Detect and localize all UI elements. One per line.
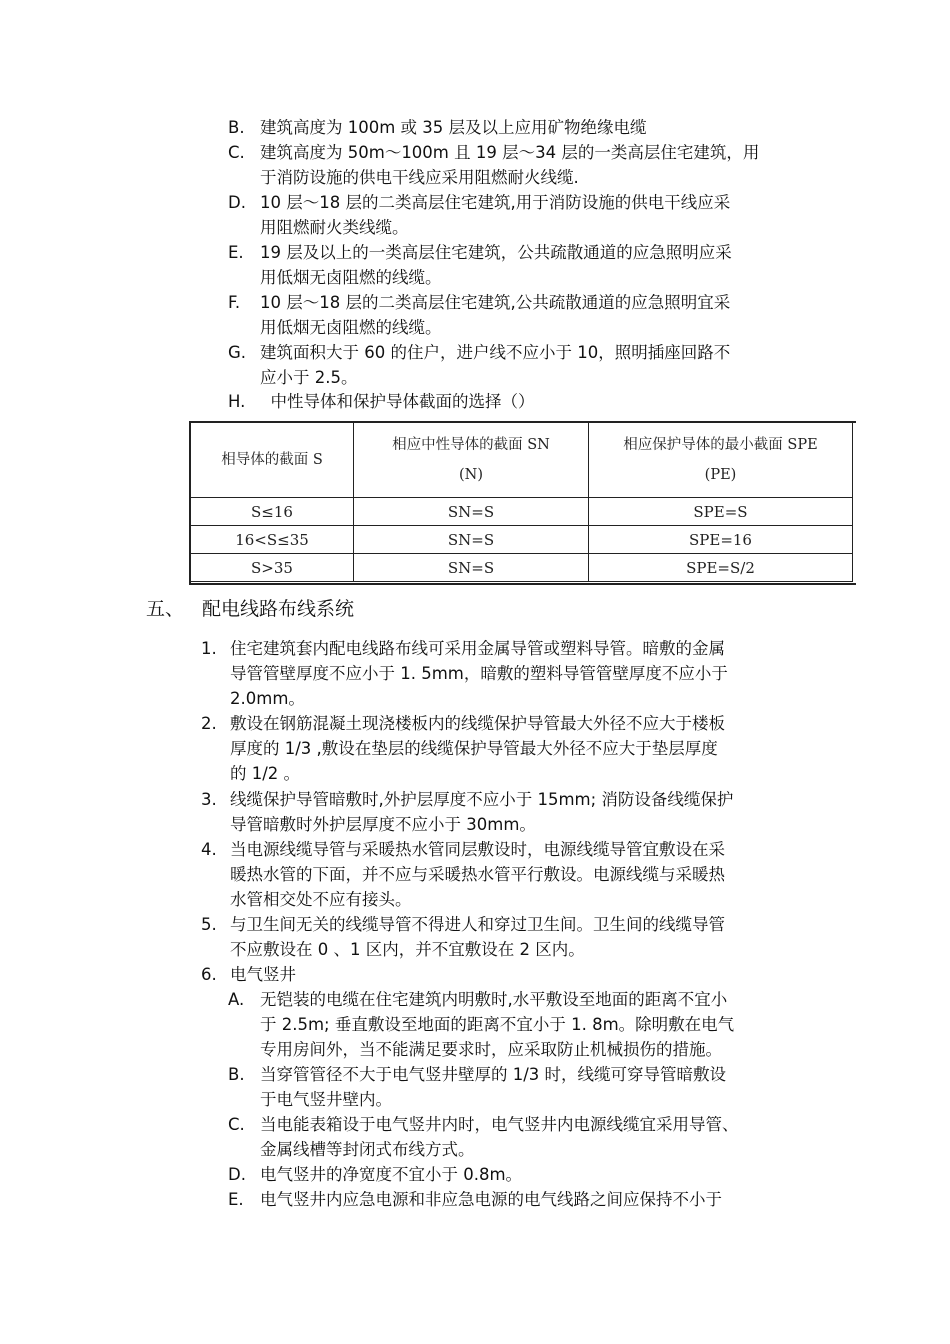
table-cell: SPE=S/2 [589,554,853,582]
item-marker: F. [228,293,241,312]
item-text [230,837,725,912]
item-line: 与卫生间无关的线缆导管不得进人和穿过卫生间。卫生间的线缆导管 [230,915,725,934]
item-text [260,290,730,340]
header-line: 相应保护导体的最小截面 SPE [623,437,818,453]
item-text [230,636,728,711]
item-line: 建筑高度为 100m 或 35 层及以上应用矿物绝缘电缆 [260,118,647,137]
item-marker: C. [228,143,245,162]
item-line: 于消防设施的供电干线应采用阻燃耐火线缆. [260,168,579,187]
item-line: 19 层及以上的一类高层住宅建筑，公共疏散通道的应急照明应采 [260,243,732,262]
item-text [260,987,734,1062]
item-text [230,787,733,837]
item-line: 电气竖井的净宽度不宜小于 0.8m。 [260,1165,523,1184]
item-line: 10 层～18 层的二类高层住宅建筑,用于消防设施的供电干线应采 [260,193,731,212]
item-text [260,1187,722,1212]
item-line: 导管管壁厚度不应小于 1. 5mm，暗敷的塑料导管管壁厚度不应小于 [230,664,728,683]
item-line: 10 层～18 层的二类高层住宅建筑,公共疏散通道的应急照明宜采 [260,293,731,312]
item-marker: 2. [201,714,217,733]
item-text [230,962,296,987]
item-line: 应小于 2.5。 [260,368,358,387]
item-marker: D. [228,193,246,212]
table-header-cell [354,423,589,498]
item-line: 导管暗敷时外护层厚度不应小于 30mm。 [230,815,536,834]
item-marker: H. [228,392,246,411]
header-line: 相导体的截面 S [221,452,323,468]
table-header-cell [191,423,354,498]
item-line: 电气竖井内应急电源和非应急电源的电气线路之间应保持不小于 [260,1190,722,1209]
item-line: 建筑高度为 50m～100m 且 19 层～34 层的一类高层住宅建筑，用 [260,143,760,162]
item-line: 2.0mm。 [230,689,305,708]
item-line: 中性导体和保护导体截面的选择（） [260,392,535,411]
item-line: 用低烟无卤阻燃的线缆。 [260,318,442,337]
item-line: 于电气竖井壁内。 [260,1090,392,1109]
item-line: 当穿管管径不大于电气竖井壁厚的 1/3 时，线缆可穿导管暗敷设 [260,1065,727,1084]
table-cell: SN=S [354,554,589,582]
table-cell: S≤16 [191,498,354,526]
item-text [260,240,732,290]
item-marker: A. [228,990,245,1009]
item-line: 厚度的 1/3 ,敷设在垫层的线缆保护导管最大外径不应大于垫层厚度 [230,739,718,758]
item-marker: G. [228,343,247,362]
item-marker: B. [228,118,245,137]
table-header-row [191,423,853,498]
item-line: 金属线槽等封闭式布线方式。 [260,1140,475,1159]
header-line: (PE) [704,467,737,483]
item-line: 用阻燃耐火类线缆。 [260,218,409,237]
item-marker: E. [228,243,244,262]
table-cell: 16<S≤35 [191,526,354,554]
item-text [260,389,535,414]
section-title: 配电线路布线系统 [202,598,355,620]
item-text [260,190,730,240]
item-marker: 4. [201,840,217,859]
item-marker: 6. [201,965,217,984]
item-marker: 5. [201,915,217,934]
header-line: 相应中性导体的截面 SN [392,437,550,453]
item-line: 敷设在钢筋混凝土现浇楼板内的线缆保护导管最大外径不应大于楼板 [230,714,725,733]
item-text [260,115,647,140]
item-line: 暖热水管的下面，并不应与采暖热水管平行敷设。电源线缆与采暖热 [230,865,725,884]
item-marker: 1. [201,639,217,658]
item-marker: E. [228,1190,244,1209]
section-number: 五、 [146,598,185,620]
item-marker: D. [228,1165,246,1184]
item-text [260,1062,726,1112]
item-text [260,140,759,190]
item-line: 专用房间外，当不能满足要求时，应采取防止机械损伤的措施。 [260,1040,722,1059]
item-line: 用低烟无卤阻燃的线缆。 [260,268,442,287]
item-line: 建筑面积大于 60 的住户，进户线不应小于 10，照明插座回路不 [260,343,731,362]
table-row [191,526,853,554]
item-line: 水管相交处不应有接头。 [230,890,412,909]
item-text [230,711,725,786]
item-marker: 3. [201,790,217,809]
item-line: 住宅建筑套内配电线路布线可采用金属导管或塑料导管。暗敷的金属 [230,639,725,658]
table-cell: SPE=16 [589,526,853,554]
item-line: 于 2.5m; 垂直敷设至地面的距离不宜小于 1. 8m。除明敷在电气 [260,1015,735,1034]
item-text [260,340,730,390]
item-text [260,1162,522,1187]
item-line: 无铠装的电缆在住宅建筑内明敷时,水平敷设至地面的距离不宜小 [260,990,728,1009]
table-row [191,554,853,582]
header-line: (N) [458,467,483,483]
item-line: 当电源线缆导管与采暖热水管同层敷设时，电源线缆导管宜敷设在采 [230,840,725,859]
table-row [191,498,853,526]
item-line: 电气竖井 [230,965,296,984]
item-line: 线缆保护导管暗敷时,外护层厚度不应小于 15mm; 消防设备线缆保护 [230,790,734,809]
item-line: 当电能表箱设于电气竖井内时，电气竖井内电源线缆宜采用导管、 [260,1115,739,1134]
item-line: 的 1/2 。 [230,764,301,783]
table-cell: SN=S [354,498,589,526]
table-header-cell [589,423,853,498]
conductor-section-table [190,422,853,582]
table-cell: SPE=S [589,498,853,526]
item-line: 不应敷设在 0 、1 区内，并不宜敷设在 2 区内。 [230,940,585,959]
table-cell: SN=S [354,526,589,554]
item-text [260,1112,739,1162]
item-marker: C. [228,1115,245,1134]
item-marker: B. [228,1065,245,1084]
item-text [230,912,725,962]
table-cell: S>35 [191,554,354,582]
